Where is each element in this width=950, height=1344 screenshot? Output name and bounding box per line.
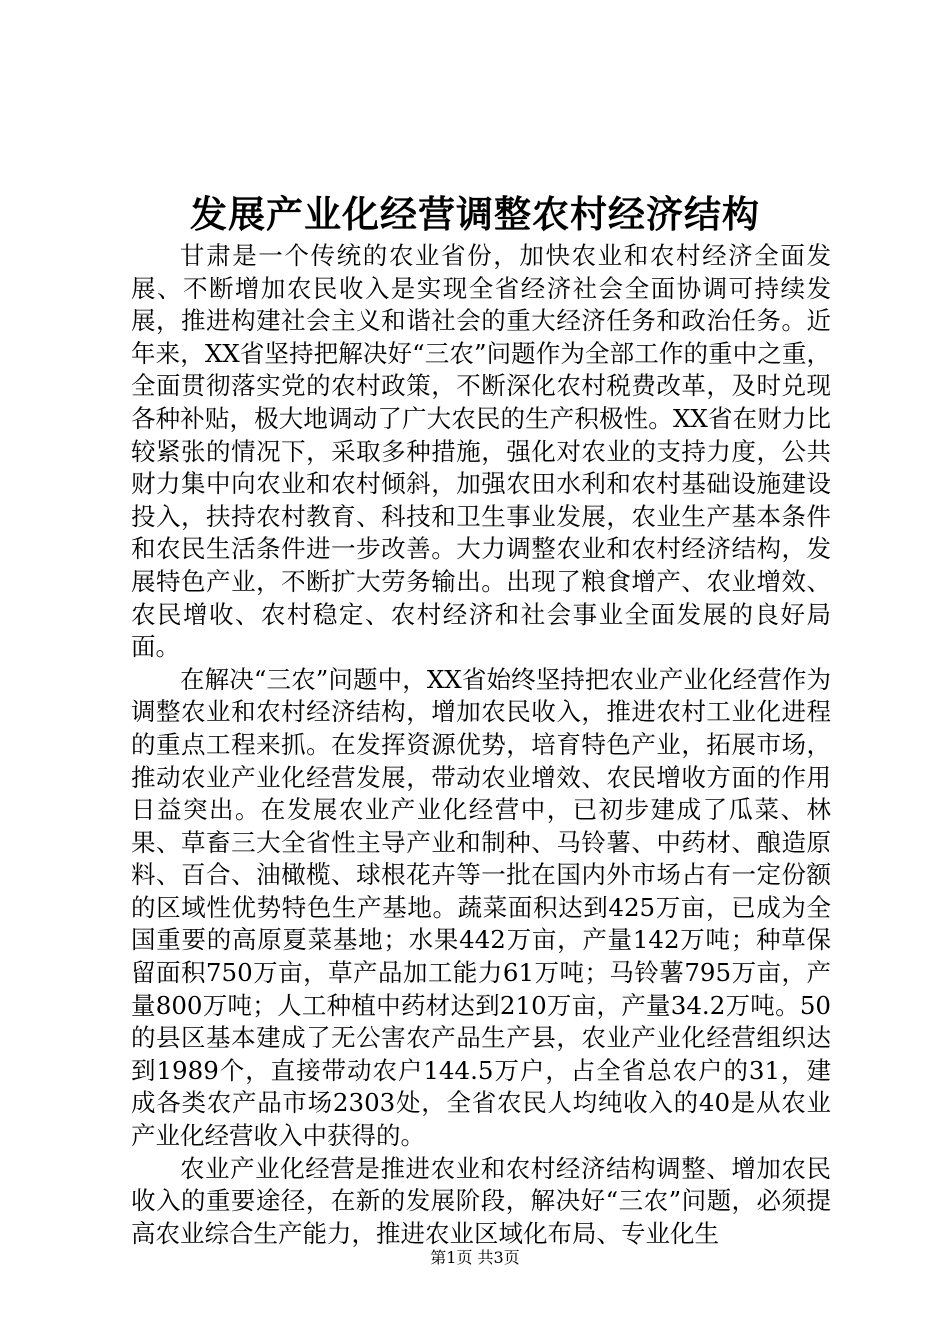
paragraph: 甘肃是一个传统的农业省份，加快农业和农村经济全面发展、不断增加农民收入是实现全省经济社会全面协调可持续发展，推进构建社会主义和谐社会的重大经济任务和政治任务。近年来，XX省坚持把解决好“三农”问题作为全部工作的重中之重，全面贯彻落实党的农村政策，不断深化农村税费改革，及时兑现各种补贴，极大地调动了广大农民的生产积极性。XX省在财力比较紧张的情况下，采取多种措施，强化对农业的支持力度，公共财力集中向农业和农村倾斜，加强农田水利和农村基础设施建设投入，扶持农村教育、科技和卫生事业发展，农业生产基本条件和农民生活条件进一步改善。大力调整农业和农村经济结构，发展特色产业，不断扩大劳务输出。出现了粮食增产、农业增效、农民增收、农村稳定、农村经济和社会事业全面发展的良好局面。: [131, 241, 831, 662]
document-body: [131, 240, 831, 1250]
page-number-footer: 第1页 共3页: [430, 1248, 520, 1267]
paragraph: 在解决“三农”问题中，XX省始终坚持把农业产业化经营作为调整农业和农村经济结构，增加农民收入，推进农村工业化进程的重点工程来抓。在发挥资源优势，培育特色产业，拓展市场，推动农业产业化经营发展，带动农业增效、农民增收方面的作用日益突出。在发展农业产业化经营中，已初步建成了瓜菜、林果、草畜三大全省性主导产业和制种、马铃薯、中药材、酿造原料、百合、油橄榄、球根花卉等一批在国内外市场占有一定份额的区域性优势特色生产基地。蔬菜面积达到425万亩，已成为全国重要的高原夏菜基地；水果442万亩，产量142万吨；种草保留面积750万亩，草产品加工能力61万吨；马铃薯795万亩，产量800万吨；人工种植中药材达到210万亩，产量34.2万吨。50的县区基本建成了无公害农产品生产县，农业产业化经营组织达到1989个，直接带动农户144.5万户，占全省总农户的31，建成各类农产品市场2303处，全省农民人均纯收入的40是从农业产业化经营收入中获得的。: [131, 664, 831, 1151]
document-title: 发展产业化经营调整农村经济结构: [190, 192, 760, 236]
paragraph: 农业产业化经营是推进农业和农村经济结构调整、增加农民收入的重要途径，在新的发展阶段，解决好“三农”问题，必须提高农业综合生产能力，推进农业区域化布局、专业化生: [131, 1153, 831, 1248]
